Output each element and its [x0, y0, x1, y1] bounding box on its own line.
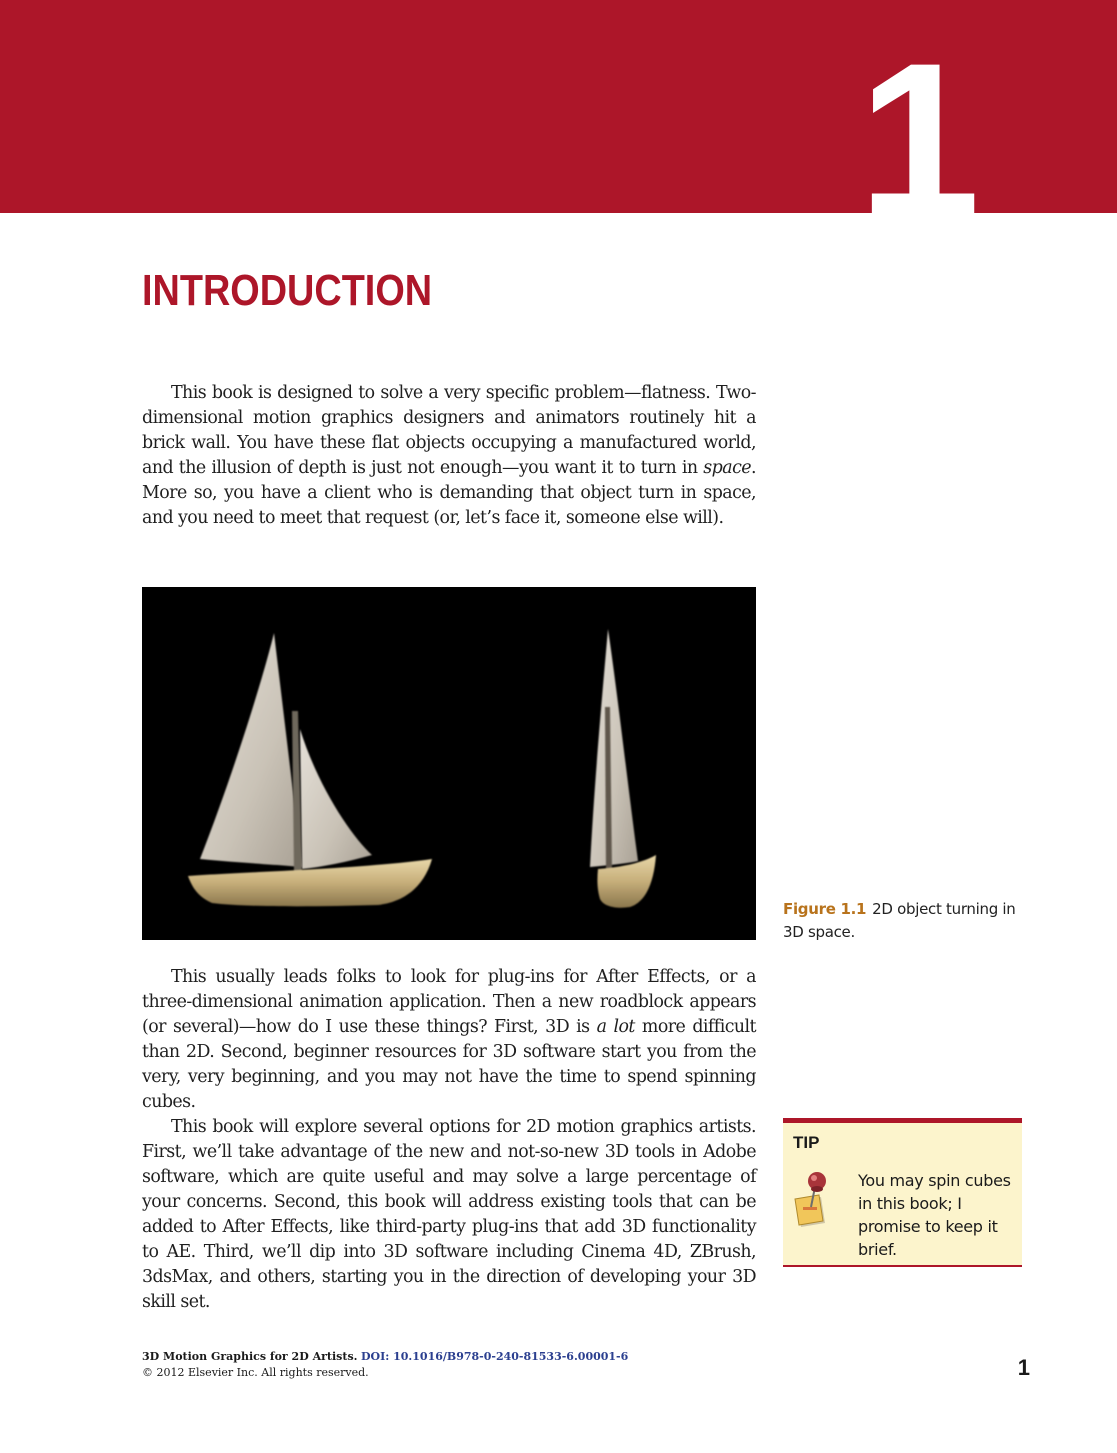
paragraph-1-part2: . More so, you have a client who is demanding that object turn in space, and you need to meet that request (or, let’s face it, someone else will). [142, 458, 756, 528]
footer-line-1 [142, 1349, 762, 1365]
paragraph-2 [142, 965, 756, 1115]
pushpin-note-icon [791, 1167, 839, 1235]
footer-doi-link[interactable]: DOI: 10.1016/B978-0-240-81533-6.00001-6 [360, 1350, 629, 1363]
tip-box [783, 1118, 1022, 1267]
footer-copyright: © 2012 Elsevier Inc. All rights reserved. [142, 1366, 369, 1379]
figure-caption [783, 898, 1028, 944]
tip-title: TIP [793, 1133, 820, 1152]
figure-label: Figure 1.1 [783, 900, 867, 918]
left-boat-main-sail [200, 633, 302, 867]
figure-image [142, 587, 756, 940]
chapter-banner [0, 0, 1117, 263]
paragraph-2-part1: This usually leads folks to look for plug-ins for After Effects, or a three-dimensional animation application. Then a new roadblock appears (or several)—how do I use these things? First, 3D is [142, 967, 756, 1037]
paragraph-1 [142, 381, 756, 531]
chapter-title: INTRODUCTION [142, 266, 433, 315]
sailboat-illustration [142, 587, 756, 940]
paragraph-1-part1: This book is designed to solve a very specific problem—flatness. Two-dimensional motion graphics designers and animators routinely hit a brick wall. You have these flat objects occupying a manufactured world, and the illusion of depth is just not enough—you want it to turn in [142, 383, 756, 478]
footer-book-title: 3D Motion Graphics for 2D Artists. [142, 1350, 358, 1363]
figure-caption-text: 2D object turning in 3D space. [783, 900, 1016, 941]
paragraph-2-part2: more difficult than 2D. Second, beginner resources for 3D software start you from the very, very beginning, and you may not have the time to spend spinning cubes. [142, 1017, 756, 1112]
tip-text: You may spin cubes in this book; I promise to keep it brief. [858, 1171, 1011, 1259]
footer [142, 1349, 762, 1381]
paragraph-2-emphasis: a lot [596, 1017, 635, 1037]
chapter-number: 1 [858, 17, 977, 263]
page-number: 1 [1017, 1355, 1030, 1380]
left-boat-jib [300, 729, 372, 869]
right-boat-sail [590, 629, 638, 867]
paragraph-3: This book will explore several options for 2D motion graphics artists. First, we’ll take advantage of the new and not-so-new 3D tools in Adobe software, which are quite useful and may solve a large percentage of your concerns. Second, this book will address existing tools that can be added to After Effects, like third-party plug-ins that add 3D functionality to AE. Third, we’ll dip into 3D software including Cinema 4D, ZBrush, 3dsMax, and others, starting you in the direction of developing your 3D skill set. [142, 1117, 756, 1312]
paragraph-1-emphasis: space [703, 458, 752, 478]
